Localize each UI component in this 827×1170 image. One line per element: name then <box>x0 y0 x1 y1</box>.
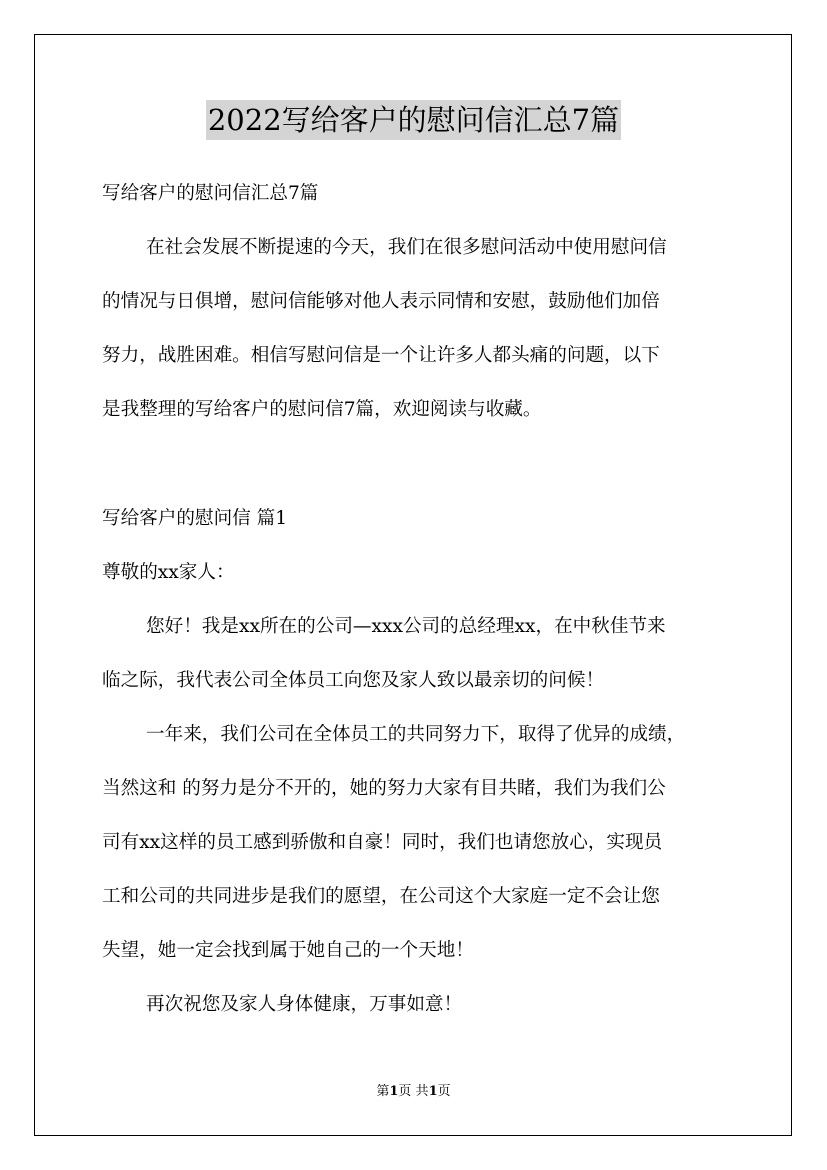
footer-prefix: 第 <box>376 1084 390 1099</box>
para2-line-5: 失望，她一定会找到属于她自己的一个天地！ <box>102 940 474 961</box>
footer-mid: 页 共 <box>398 1084 429 1099</box>
footer-page-number: 1 <box>389 1084 399 1099</box>
footer-suffix: 页 <box>437 1084 451 1099</box>
para2-line-2: 当然这和 的努力是分不开的，她的努力大家有目共睹，我们为我们公 <box>102 778 666 799</box>
document-title: 2022写给客户的慰问信汇总7篇 <box>206 100 621 140</box>
para2-line-4: 工和公司的共同进步是我们的愿望，在公司这个大家庭一定不会让您 <box>102 886 660 907</box>
intro-line-1: 在社会发展不断提速的今天，我们在很多慰问活动中使用慰问信 <box>146 237 667 258</box>
document-subtitle: 写给客户的慰问信汇总7篇 <box>102 183 319 204</box>
para2-line-3: 司有xx这样的员工感到骄傲和自豪！同时，我们也请您放心，实现员 <box>102 832 663 853</box>
section-heading: 写给客户的慰问信 篇1 <box>102 508 288 529</box>
para2-line-1: 一年来，我们公司在全体员工的共同努力下，取得了优异的成绩， <box>146 724 686 745</box>
page-footer <box>0 1083 827 1101</box>
title-container <box>0 100 827 140</box>
footer-total-pages: 1 <box>428 1084 438 1099</box>
intro-line-2: 的情况与日俱增，慰问信能够对他人表示同情和安慰，鼓励他们加倍 <box>102 291 660 312</box>
para1-line-1: 您好！我是xx所在的公司—xxx公司的总经理xx，在中秋佳节来 <box>146 616 666 637</box>
para1-line-2: 临之际，我代表公司全体员工向您及家人致以最亲切的问候！ <box>102 670 605 691</box>
salutation: 尊敬的xx家人： <box>102 562 235 583</box>
intro-line-3: 努力，战胜困难。相信写慰问信是一个让许多人都头痛的问题，以下 <box>102 345 660 366</box>
para3-line: 再次祝您及家人身体健康，万事如意！ <box>146 994 463 1015</box>
intro-line-4: 是我整理的写给客户的慰问信7篇，欢迎阅读与收藏。 <box>102 399 542 420</box>
